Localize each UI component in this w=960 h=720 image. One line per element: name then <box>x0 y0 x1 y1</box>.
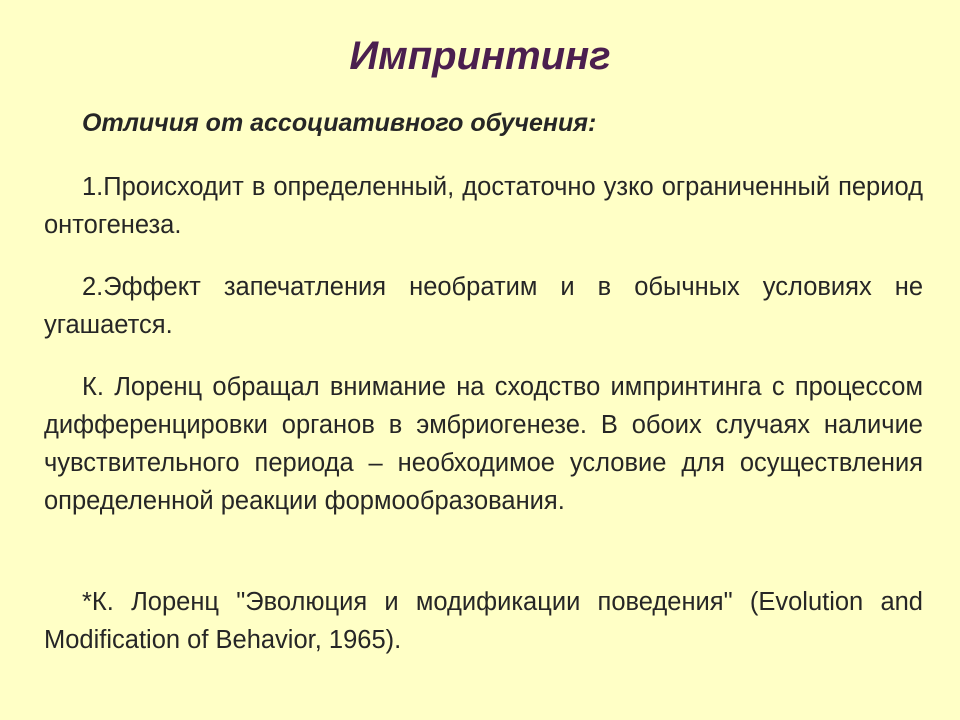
paragraph-3 <box>44 368 923 520</box>
paragraph-2-text: 2.Эффект запечатления необратим и в обычных условиях не угашается. <box>44 273 923 339</box>
paragraph-4-text: *К. Лоренц "Эволюция и модификации поведения" (Evolution and Modification of Behavior, 1965). <box>44 588 923 654</box>
paragraph-2 <box>44 268 923 344</box>
paragraph-1 <box>44 168 923 244</box>
slide-title: Импринтинг <box>349 34 611 78</box>
slide-subtitle: Отличия от ассоциативного обучения: <box>82 109 597 137</box>
paragraph-3-text: К. Лоренц обращал внимание на сходство импринтинга с процессом дифференцировки органов в эмбриогенезе. В обоих случаях наличие чувствительного периода – необходимое условие для осуществления определенной реакции формообразования. <box>44 373 923 515</box>
paragraph-4-footnote <box>44 583 923 659</box>
paragraph-1-text: 1.Происходит в определенный, достаточно узко ограниченный период онтогенеза. <box>44 173 923 239</box>
